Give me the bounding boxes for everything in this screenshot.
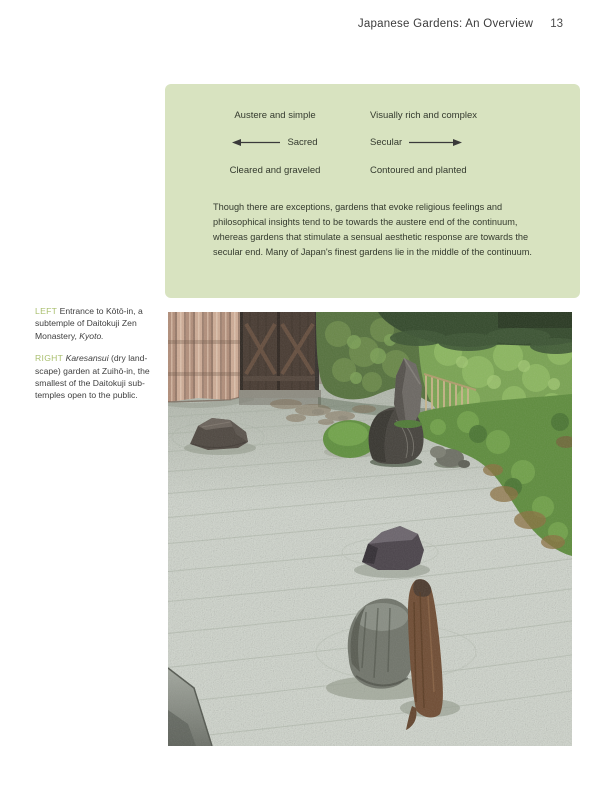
page-header [0,18,600,30]
continuum-right-bottom: Contoured and planted [370,165,467,176]
arrow-right-icon [409,138,462,147]
paragraph-line: secular end. Many of Japan's finest gardens lie in the middle of the continuum. [213,247,532,257]
caption-line: smallest of the Daitokuji sub- [35,378,145,389]
caption-line: Monastery, [35,330,80,341]
continuum-left-top: Austere and simple [234,110,316,121]
running-head: Japanese Gardens: An Overview [357,18,534,30]
photo-captions [35,305,167,412]
continuum-paragraph [213,200,535,260]
caption-line: temples open to the public. [35,390,138,401]
garden-photo-illustration [168,312,572,746]
caption-right [35,352,167,402]
continuum-left-middle: Sacred [287,137,318,148]
continuum-right-top: Visually rich and complex [370,110,478,121]
paragraph-line: philosophical insights tend to be towards the austere end of the continuum, [213,217,518,227]
caption-line-italic: Karesansui [65,353,109,364]
caption-line: scape) garden at Zuihō-in, the [35,365,150,376]
caption-left [35,305,167,342]
photo-grain [168,312,572,746]
garden-photo [168,312,572,746]
continuum-right-middle: Secular [370,137,403,148]
caption-line: (dry land- [108,353,148,364]
continuum-left-bottom: Cleared and graveled [229,165,321,176]
continuum-right-axis [370,136,462,149]
continuum-row-axis [165,136,580,150]
caption-line-italic: Kyoto. [79,330,104,341]
paragraph-line: whereas gardens that stimulate a sensual aesthetic response are towards the [213,232,529,242]
caption-left-label: LEFT [35,306,58,316]
continuum-row-top [165,109,580,123]
continuum-row-bottom [165,164,580,178]
caption-line: subtemple of Daitokuji Zen [35,318,137,329]
paragraph-line: Though there are exceptions, gardens that evoke religious feelings and [213,202,503,212]
caption-right-label: RIGHT [35,353,64,364]
caption-line: Entrance to Kōtō-in, a [59,306,143,316]
page-number: 13 [550,18,563,30]
continuum-left-axis [185,136,365,149]
continuum-info-box [165,84,580,298]
arrow-left-icon [232,138,280,147]
